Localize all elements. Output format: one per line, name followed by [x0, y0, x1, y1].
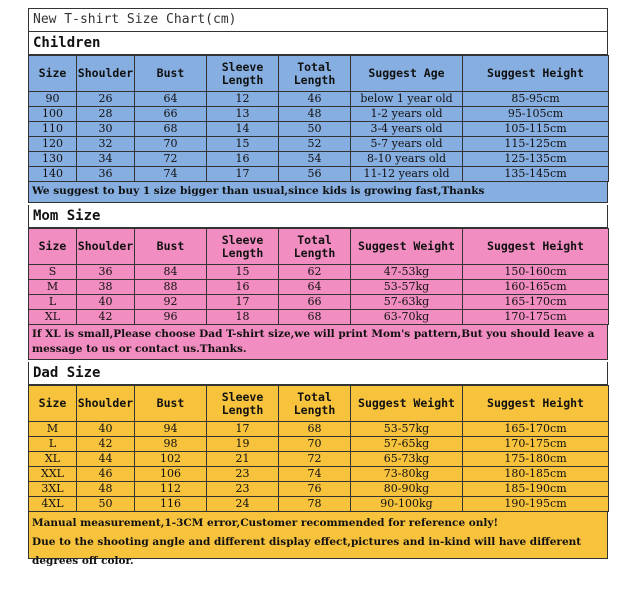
- children-column-header: Size: [29, 56, 77, 92]
- table-cell: 54: [279, 152, 351, 167]
- table-row: [29, 295, 609, 310]
- table-cell: 120: [29, 137, 77, 152]
- table-cell: L: [29, 295, 77, 310]
- table-row: [29, 152, 609, 167]
- table-cell: XXL: [29, 467, 77, 482]
- dad-column-header: Suggest Height: [463, 386, 609, 422]
- table-cell: 150-160cm: [463, 265, 609, 280]
- table-cell: 78: [279, 497, 351, 512]
- table-cell: 17: [207, 422, 279, 437]
- table-cell: 165-170cm: [463, 295, 609, 310]
- table-cell: M: [29, 280, 77, 295]
- table-cell: 40: [77, 422, 135, 437]
- table-row: [29, 310, 609, 325]
- table-cell: 14: [207, 122, 279, 137]
- table-cell: 70: [135, 137, 207, 152]
- table-cell: 84: [135, 265, 207, 280]
- table-cell: 160-165cm: [463, 280, 609, 295]
- table-cell: 53-57kg: [351, 422, 463, 437]
- table-cell: 50: [279, 122, 351, 137]
- table-cell: 42: [77, 437, 135, 452]
- table-cell: 3-4 years old: [351, 122, 463, 137]
- table-cell: 19: [207, 437, 279, 452]
- table-cell: 38: [77, 280, 135, 295]
- table-cell: 65-73kg: [351, 452, 463, 467]
- table-cell: 15: [207, 265, 279, 280]
- table-cell: 56: [279, 167, 351, 182]
- table-cell: 130: [29, 152, 77, 167]
- mom-column-header: Shoulder: [77, 229, 135, 265]
- table-cell: 96: [135, 310, 207, 325]
- children-column-header: Total Length: [279, 56, 351, 92]
- table-cell: 63-70kg: [351, 310, 463, 325]
- table-cell: 112: [135, 482, 207, 497]
- table-cell: 36: [77, 167, 135, 182]
- table-cell: 140: [29, 167, 77, 182]
- table-cell: 5-7 years old: [351, 137, 463, 152]
- table-cell: 74: [135, 167, 207, 182]
- table-row: [29, 437, 609, 452]
- table-cell: 17: [207, 167, 279, 182]
- table-row: [29, 107, 609, 122]
- table-cell: 57-65kg: [351, 437, 463, 452]
- dad-header-row: [29, 386, 609, 422]
- children-table-body: [29, 56, 609, 182]
- table-cell: 44: [77, 452, 135, 467]
- table-cell: 50: [77, 497, 135, 512]
- table-cell: 42: [77, 310, 135, 325]
- table-cell: 46: [77, 467, 135, 482]
- mom-table: [28, 228, 609, 325]
- table-cell: 36: [77, 265, 135, 280]
- table-row: [29, 467, 609, 482]
- table-cell: 66: [135, 107, 207, 122]
- dad-column-header: Sleeve Length: [207, 386, 279, 422]
- dad-column-header: Bust: [135, 386, 207, 422]
- table-cell: 180-185cm: [463, 467, 609, 482]
- children-heading: Children: [28, 32, 608, 55]
- table-cell: 110: [29, 122, 77, 137]
- table-cell: S: [29, 265, 77, 280]
- table-cell: 68: [279, 422, 351, 437]
- table-cell: 74: [279, 467, 351, 482]
- table-cell: 70: [279, 437, 351, 452]
- table-cell: 165-170cm: [463, 422, 609, 437]
- table-cell: 76: [279, 482, 351, 497]
- table-cell: 105-115cm: [463, 122, 609, 137]
- table-cell: 47-53kg: [351, 265, 463, 280]
- table-cell: 23: [207, 467, 279, 482]
- table-cell: 190-195cm: [463, 497, 609, 512]
- table-cell: 46: [279, 92, 351, 107]
- dad-heading: Dad Size: [28, 362, 608, 385]
- children-column-header: Suggest Height: [463, 56, 609, 92]
- table-row: [29, 265, 609, 280]
- table-cell: 34: [77, 152, 135, 167]
- table-row: [29, 280, 609, 295]
- table-cell: 85-95cm: [463, 92, 609, 107]
- dad-column-header: Suggest Weight: [351, 386, 463, 422]
- table-cell: M: [29, 422, 77, 437]
- table-cell: XL: [29, 452, 77, 467]
- table-cell: L: [29, 437, 77, 452]
- chart-title: New T-shirt Size Chart(cm): [28, 8, 608, 32]
- children-table: [28, 55, 609, 182]
- table-cell: 30: [77, 122, 135, 137]
- table-cell: 66: [279, 295, 351, 310]
- table-row: [29, 122, 609, 137]
- dad-note-measurement: Manual measurement,1-3CM error,Customer recommended for reference only!: [32, 517, 499, 529]
- mom-column-header: Suggest Height: [463, 229, 609, 265]
- table-row: [29, 497, 609, 512]
- table-cell: 48: [77, 482, 135, 497]
- table-cell: 68: [135, 122, 207, 137]
- table-cell: 8-10 years old: [351, 152, 463, 167]
- children-column-header: Suggest Age: [351, 56, 463, 92]
- table-cell: 90-100kg: [351, 497, 463, 512]
- table-cell: 68: [279, 310, 351, 325]
- table-cell: XL: [29, 310, 77, 325]
- table-cell: 116: [135, 497, 207, 512]
- table-cell: 48: [279, 107, 351, 122]
- table-cell: 115-125cm: [463, 137, 609, 152]
- table-cell: 28: [77, 107, 135, 122]
- table-cell: 170-175cm: [463, 437, 609, 452]
- table-cell: 90: [29, 92, 77, 107]
- children-column-header: Bust: [135, 56, 207, 92]
- table-row: [29, 137, 609, 152]
- table-row: [29, 482, 609, 497]
- table-cell: 18: [207, 310, 279, 325]
- table-cell: 26: [77, 92, 135, 107]
- table-cell: 170-175cm: [463, 310, 609, 325]
- dad-column-header: Size: [29, 386, 77, 422]
- dad-note-color: Due to the shooting angle and different display effect,pictures and in-kind will have different degrees off color.: [32, 536, 582, 567]
- table-cell: 3XL: [29, 482, 77, 497]
- table-cell: 32: [77, 137, 135, 152]
- table-cell: 102: [135, 452, 207, 467]
- table-cell: 175-180cm: [463, 452, 609, 467]
- children-header-row: [29, 56, 609, 92]
- table-cell: 4XL: [29, 497, 77, 512]
- table-row: [29, 92, 609, 107]
- table-cell: 88: [135, 280, 207, 295]
- table-cell: 24: [207, 497, 279, 512]
- mom-header-row: [29, 229, 609, 265]
- mom-column-header: Size: [29, 229, 77, 265]
- table-cell: 53-57kg: [351, 280, 463, 295]
- mom-note: If XL is small,Please choose Dad T-shirt size,we will print Mom's pattern,But you should leave a message to us or contact us.Thanks.: [28, 325, 608, 360]
- table-cell: 95-105cm: [463, 107, 609, 122]
- table-cell: 16: [207, 152, 279, 167]
- table-cell: 12: [207, 92, 279, 107]
- table-cell: below 1 year old: [351, 92, 463, 107]
- table-row: [29, 167, 609, 182]
- table-cell: 135-145cm: [463, 167, 609, 182]
- mom-column-header: Suggest Weight: [351, 229, 463, 265]
- table-cell: 21: [207, 452, 279, 467]
- children-note: We suggest to buy 1 size bigger than usual,since kids is growing fast,Thanks: [28, 182, 608, 203]
- size-chart: [28, 8, 608, 567]
- table-cell: 1-2 years old: [351, 107, 463, 122]
- mom-column-header: Total Length: [279, 229, 351, 265]
- table-cell: 92: [135, 295, 207, 310]
- table-cell: 72: [279, 452, 351, 467]
- table-cell: 57-63kg: [351, 295, 463, 310]
- table-cell: 72: [135, 152, 207, 167]
- table-cell: 11-12 years old: [351, 167, 463, 182]
- table-row: [29, 422, 609, 437]
- table-cell: 23: [207, 482, 279, 497]
- children-column-header: Sleeve Length: [207, 56, 279, 92]
- dad-column-header: Total Length: [279, 386, 351, 422]
- mom-column-header: Bust: [135, 229, 207, 265]
- dad-note: [28, 512, 608, 567]
- table-cell: 106: [135, 467, 207, 482]
- mom-column-header: Sleeve Length: [207, 229, 279, 265]
- table-cell: 15: [207, 137, 279, 152]
- table-cell: 125-135cm: [463, 152, 609, 167]
- table-cell: 185-190cm: [463, 482, 609, 497]
- dad-table: [28, 385, 609, 512]
- table-cell: 40: [77, 295, 135, 310]
- table-cell: 64: [279, 280, 351, 295]
- table-cell: 16: [207, 280, 279, 295]
- table-cell: 13: [207, 107, 279, 122]
- table-cell: 52: [279, 137, 351, 152]
- mom-table-body: [29, 229, 609, 325]
- table-cell: 80-90kg: [351, 482, 463, 497]
- table-cell: 62: [279, 265, 351, 280]
- dad-table-body: [29, 386, 609, 512]
- table-row: [29, 452, 609, 467]
- table-cell: 100: [29, 107, 77, 122]
- mom-heading: Mom Size: [28, 205, 608, 228]
- table-cell: 64: [135, 92, 207, 107]
- table-cell: 94: [135, 422, 207, 437]
- table-cell: 73-80kg: [351, 467, 463, 482]
- table-cell: 98: [135, 437, 207, 452]
- children-column-header: Shoulder: [77, 56, 135, 92]
- table-cell: 17: [207, 295, 279, 310]
- dad-column-header: Shoulder: [77, 386, 135, 422]
